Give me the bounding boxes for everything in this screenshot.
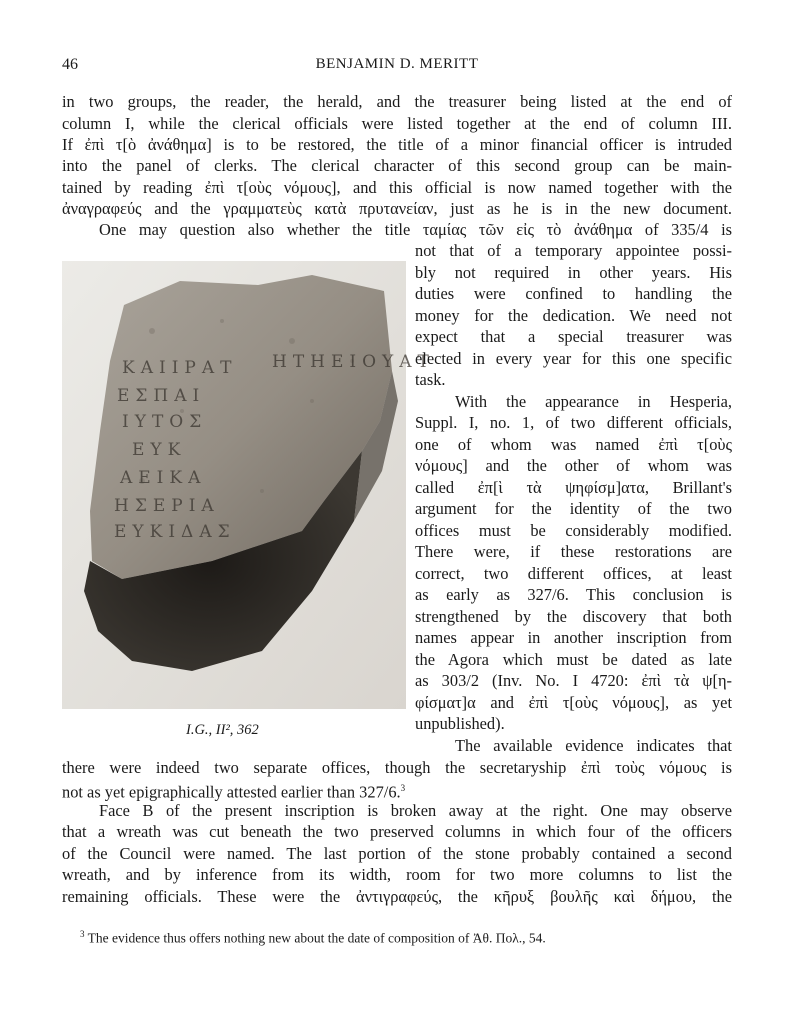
- text-line: elected in every year for this one specific: [415, 349, 732, 368]
- inscribed-text: ΚΑΙΙΡΑΤ: [122, 358, 238, 378]
- text-line: The available evidence indicates that: [455, 736, 732, 755]
- text-line: ἀναγραφεύς and the γραμματεὺς κατὰ πρυτανείαν, just as he is in the new document.: [62, 199, 732, 218]
- inscribed-text: ΗΣΕΡΙΑ: [114, 496, 220, 516]
- figure-caption: I.G., II², 362: [186, 722, 259, 738]
- text-line: called ἐπ[ὶ τὰ ψηφίσμ]ατα, Brillant's: [415, 478, 732, 497]
- text-line: as early as 327/6. This conclusion is: [415, 585, 732, 604]
- text-line: of the Council were named. The last portion of the stone probably contained a second: [62, 844, 732, 863]
- text-line: there were indeed two separate offices, though the secretaryship ἐπὶ τοὺς νόμους is: [62, 758, 732, 777]
- text-line: bly not required in other years. His: [415, 263, 732, 282]
- text-line: wreath, and by inference from its width, room for two more columns to list the: [62, 865, 732, 884]
- text-line: There were, if these restorations are: [415, 542, 732, 561]
- text-line: not as yet epigraphically attested earlier than 327/6.$^3$: [62, 782, 406, 802]
- text-line: With the appearance in Hesperia,: [455, 392, 732, 411]
- inscribed-text: ΗΤΗΕΙΟΥΑΤ: [272, 352, 435, 372]
- text-line: the Agora which must be dated as late: [415, 650, 732, 669]
- text-line: tained by reading ἐπὶ τ[οὺς νόμους], and this official is now named together with the: [62, 178, 732, 197]
- text-line: offices must be considerably modified.: [415, 521, 732, 540]
- text-line: unpublished).: [415, 714, 505, 733]
- text-line: One may question also whether the title ταμίας τῶν εἰς τὸ ἀνάθημα of 335/4 is: [99, 220, 732, 239]
- text-line: that a wreath was cut beneath the two preserved columns in which four of the officers: [62, 822, 732, 841]
- text-line: correct, two different offices, at least: [415, 564, 732, 583]
- inscribed-text: ΙΥΤΟΣ: [122, 412, 208, 432]
- footnote-reference: 3: [400, 783, 406, 793]
- running-title: BENJAMIN D. MERITT: [315, 56, 479, 72]
- footnote-marker: 3: [80, 929, 85, 939]
- text-line: money for the dedication. We need not: [415, 306, 732, 325]
- text-line: remaining officials. These were the ἀντιγραφεύς, the κῆρυξ βουλῆς καὶ δήμου, the: [62, 887, 732, 906]
- text-line: names appear in another inscription from: [415, 628, 732, 647]
- text-line: duties were confined to handling the: [415, 284, 732, 303]
- inscribed-text: ΑΕΙΚΑ: [120, 468, 207, 488]
- text-line: task.: [415, 370, 446, 389]
- text-line: one of whom was named ἐπὶ τ[οὺς: [415, 435, 732, 454]
- inscribed-text: ΕΣΠΑΙ: [117, 386, 206, 406]
- text-line: as 303/2 (Inv. No. I 4720: ἐπὶ τὰ ψ[η-: [415, 671, 732, 690]
- text-line: not that of a temporary appointee possi-: [415, 241, 732, 260]
- text-line: expect that a special treasurer was: [415, 327, 732, 346]
- text-line: column I, while the clerical officials were listed together at the end of column III.: [62, 114, 732, 133]
- text-line: Face B of the present inscription is broken away at the right. One may observe: [99, 801, 732, 820]
- text-line: φίσματ]α and ἐπὶ τ[οὺς νόμους], as yet: [415, 693, 732, 712]
- text-line: into the panel of clerks. The clerical character of this second group can be main-: [62, 156, 732, 175]
- text-line: argument for the identity of the two: [415, 499, 732, 518]
- text-line: strengthened by the discovery that both: [415, 607, 732, 626]
- text-line: If ἐπὶ τ[ὸ ἀνάθημα] is to be restored, the title of a minor financial officer is intruded: [62, 135, 732, 154]
- footnote: [80, 929, 546, 947]
- text-line: νόμους] and the other of whom was: [415, 456, 732, 475]
- text-line: Suppl. I, no. 1, of two different officials,: [415, 413, 732, 432]
- text-line: in two groups, the reader, the herald, and the treasurer being listed at the end of: [62, 92, 732, 111]
- footnote-text: The evidence thus offers nothing new about the date of composition of Ἀθ. Πολ., 54.: [87, 930, 546, 946]
- inscribed-text: ΕΥΚ: [132, 440, 187, 460]
- inscribed-text: ΕΥΚΙΔΑΣ: [114, 522, 236, 542]
- page-number: 46: [62, 56, 78, 73]
